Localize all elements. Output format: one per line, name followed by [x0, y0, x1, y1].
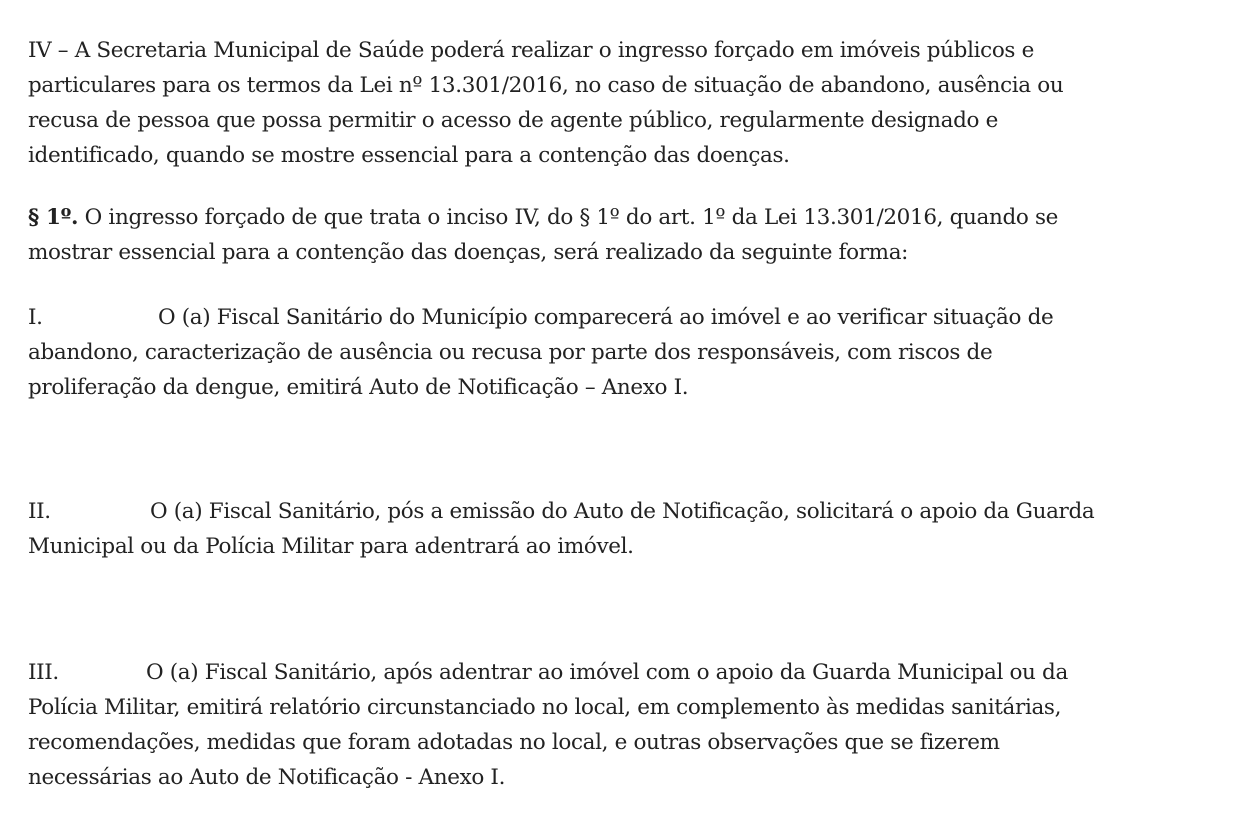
item-text: O (a) Fiscal Sanitário, pós a emissão do Auto de Notificação, solicitará o apoio da Guarda	[150, 499, 1095, 524]
text-line: particulares para os termos da Lei nº 13.301/2016, no caso de situação de abandono, ausência ou	[28, 73, 1064, 98]
text-line: abandono, caracterização de ausência ou recusa por parte dos responsáveis, com riscos de	[28, 340, 993, 365]
paragraph-section-1	[28, 200, 1058, 270]
text-line: Polícia Militar, emitirá relatório circunstanciado no local, em complemento às medidas sanitárias,	[28, 695, 1062, 720]
item-number: I.	[28, 305, 43, 330]
section-label: § 1º.	[28, 205, 79, 230]
text-line	[28, 200, 1058, 235]
text-line: recusa de pessoa que possa permitir o acesso de agente público, regularmente designado e	[28, 108, 998, 133]
item-text: O (a) Fiscal Sanitário do Município comparecerá ao imóvel e ao verificar situação de	[158, 305, 1054, 330]
text-line: Municipal ou da Polícia Militar para adentrará ao imóvel.	[28, 534, 634, 559]
item-text: O (a) Fiscal Sanitário, após adentrar ao imóvel com o apoio da Guarda Municipal ou da	[146, 660, 1068, 685]
item-number: II.	[28, 499, 51, 524]
text-line: IV – A Secretaria Municipal de Saúde poderá realizar o ingresso forçado em imóveis públicos e	[28, 38, 1034, 63]
text-line	[28, 494, 1094, 529]
text-line: proliferação da dengue, emitirá Auto de Notificação – Anexo I.	[28, 375, 689, 400]
text-line: necessárias ao Auto de Notificação - Anexo I.	[28, 765, 506, 790]
list-item-ii	[28, 494, 1094, 564]
text-line: mostrar essencial para a contenção das doenças, será realizado da seguinte forma:	[28, 240, 909, 265]
item-number: III.	[28, 660, 59, 685]
section-text: O ingresso forçado de que trata o inciso IV, do § 1º do art. 1º da Lei 13.301/2016, quando se	[78, 205, 1059, 230]
text-line	[28, 655, 1068, 690]
text-line: recomendações, medidas que foram adotadas no local, e outras observações que se fizerem	[28, 730, 1000, 755]
text-line: identificado, quando se mostre essencial para a contenção das doenças.	[28, 143, 790, 168]
paragraph-inciso-iv	[28, 33, 1063, 173]
text-line	[28, 300, 1053, 335]
list-item-i	[28, 300, 1053, 405]
list-item-iii	[28, 655, 1068, 795]
